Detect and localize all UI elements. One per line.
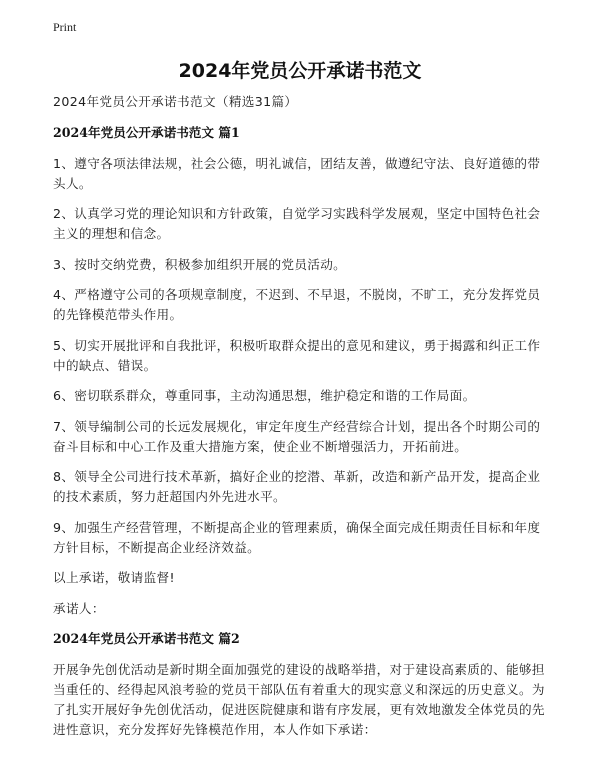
- document-subtitle: 2024年党员公开承诺书范文（精选31篇）: [53, 94, 298, 109]
- section-1-item: 1、遵守各项法律法规，社会公德，明礼诚信，团结友善，做遵纪守法、良好道德的带头人。: [53, 155, 541, 191]
- section-2-heading: 2024年党员公开承诺书范文 篇2: [53, 631, 240, 646]
- print-link[interactable]: Print: [53, 20, 77, 34]
- closing-text: 以上承诺，敬请监督!: [53, 570, 175, 585]
- section-1-item: 7、领导编制公司的长远发展规化，审定年度生产经营综合计划，提出各个时期公司的奋斗目标和中心工作及重大措施方案，使企业不断增强活力，开拓前进。: [53, 418, 541, 454]
- signer-label: 承诺人：: [53, 600, 105, 616]
- document-body: [53, 92, 553, 740]
- section-1-item: 6、密切联系群众，尊重同事，主动沟通思想，维护稳定和谐的工作局面。: [53, 388, 476, 403]
- section-1-item: 2、认真学习党的理论知识和方针政策，自觉学习实践科学发展观，坚定中国特色社会主义的理想和信念。: [53, 206, 541, 241]
- page-title: 2024年党员公开承诺书范文: [178, 60, 422, 82]
- section-1-item: 4、严格遵守公司的各项规章制度，不迟到、不早退，不脱岗，不旷工，充分发挥党员的先锋模范带头作用。: [53, 287, 541, 322]
- section-1-heading: 2024年党员公开承诺书范文 篇1: [53, 124, 240, 140]
- section-1-item: 3、按时交纳党费，积极参加组织开展的党员活动。: [53, 256, 347, 272]
- section-2-paragraph: 开展争先创优活动是新时期全面加强党的建设的战略举措，对于建设高素质的、能够担当重任的、经得起风浪考验的党员干部队伍有着重大的现实意义和深远的历史意义。为了扎实开展好争先创优活动，促进医院健康和谐有序发展，更有效地激发全体党员的先进性意识，充分发挥好先锋模范作用，本人作如下承诺：: [53, 662, 545, 737]
- section-1-item: 9、加强生产经营管理，不断提高企业的管理素质，确保全面完成任期责任目标和年度方针目标，不断提高企业经济效益。: [53, 519, 541, 555]
- section-1-item: 8、领导全公司进行技术革新，搞好企业的挖潜、革新，改造和新产品开发，提高企业的技术素质，努力赶超国内外先进水平。: [53, 469, 541, 504]
- section-1-item: 5、切实开展批评和自我批评，积极听取群众提出的意见和建议，勇于揭露和纠正工作中的缺点、错误。: [53, 337, 541, 373]
